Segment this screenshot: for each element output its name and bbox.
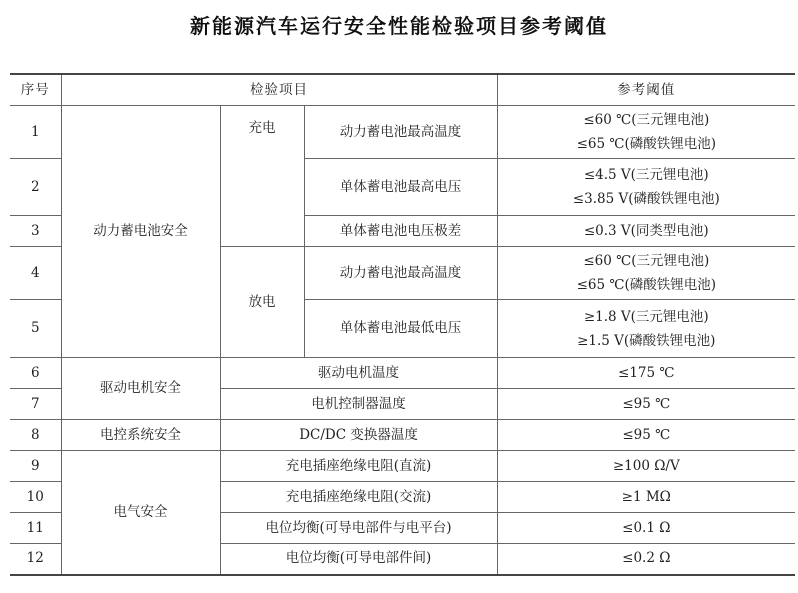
row-threshold: ≤0.2 Ω (497, 544, 795, 575)
header-item: 检验项目 (61, 74, 497, 106)
row-no: 1 (10, 106, 61, 159)
row-no: 7 (10, 389, 61, 420)
table-row (10, 451, 795, 482)
row-item: 单体蓄电池最高电压 (304, 159, 497, 216)
table-row (10, 420, 795, 451)
row-threshold: ≥1.8 V(三元锂电池) ≥1.5 V(磷酸铁锂电池) (497, 300, 795, 358)
row-item: 电机控制器温度 (220, 389, 497, 420)
row-threshold: ≥100 Ω/V (497, 451, 795, 482)
row-threshold: ≤95 ℃ (497, 420, 795, 451)
row-no: 3 (10, 216, 61, 247)
row-no: 12 (10, 544, 61, 575)
header-threshold: 参考阈值 (497, 74, 795, 106)
row-threshold: ≤0.1 Ω (497, 513, 795, 544)
row-item: 单体蓄电池最低电压 (304, 300, 497, 358)
row-item: 驱动电机温度 (220, 358, 497, 389)
row-threshold: ≤4.5 V(三元锂电池) ≤3.85 V(磷酸铁锂电池) (497, 159, 795, 216)
row-threshold: ≤60 ℃(三元锂电池) ≤65 ℃(磷酸铁锂电池) (497, 106, 795, 159)
row-threshold: ≤0.3 V(同类型电池) (497, 216, 795, 247)
header-no: 序号 (10, 74, 61, 106)
row-item: 动力蓄电池最高温度 (304, 106, 497, 159)
row-item: DC/DC 变换器温度 (220, 420, 497, 451)
row-threshold: ≥1 MΩ (497, 482, 795, 513)
subgroup-discharge: 放电 (220, 247, 304, 358)
row-no: 2 (10, 159, 61, 216)
row-no: 6 (10, 358, 61, 389)
row-threshold: ≤175 ℃ (497, 358, 795, 389)
header-row (10, 74, 795, 106)
table-row (10, 358, 795, 389)
table-row (10, 106, 795, 159)
row-item: 电位均衡(可导电部件与电平台) (220, 513, 497, 544)
threshold-table (10, 73, 795, 576)
row-no: 5 (10, 300, 61, 358)
document-title: 新能源汽车运行安全性能检验项目参考阈值 (190, 14, 608, 38)
row-no: 9 (10, 451, 61, 482)
row-no: 10 (10, 482, 61, 513)
group-battery: 动力蓄电池安全 (61, 106, 220, 358)
row-no: 4 (10, 247, 61, 300)
group-control: 电控系统安全 (61, 420, 220, 451)
row-no: 11 (10, 513, 61, 544)
group-motor: 驱动电机安全 (61, 358, 220, 420)
row-item: 充电插座绝缘电阻(交流) (220, 482, 497, 513)
row-item: 电位均衡(可导电部件间) (220, 544, 497, 575)
row-item: 充电插座绝缘电阻(直流) (220, 451, 497, 482)
row-item: 动力蓄电池最高温度 (304, 247, 497, 300)
row-threshold: ≤60 ℃(三元锂电池) ≤65 ℃(磷酸铁锂电池) (497, 247, 795, 300)
subgroup-charge: 充电 (220, 106, 304, 247)
row-item: 单体蓄电池电压极差 (304, 216, 497, 247)
row-threshold: ≤95 ℃ (497, 389, 795, 420)
group-electrical: 电气安全 (61, 451, 220, 575)
row-no: 8 (10, 420, 61, 451)
